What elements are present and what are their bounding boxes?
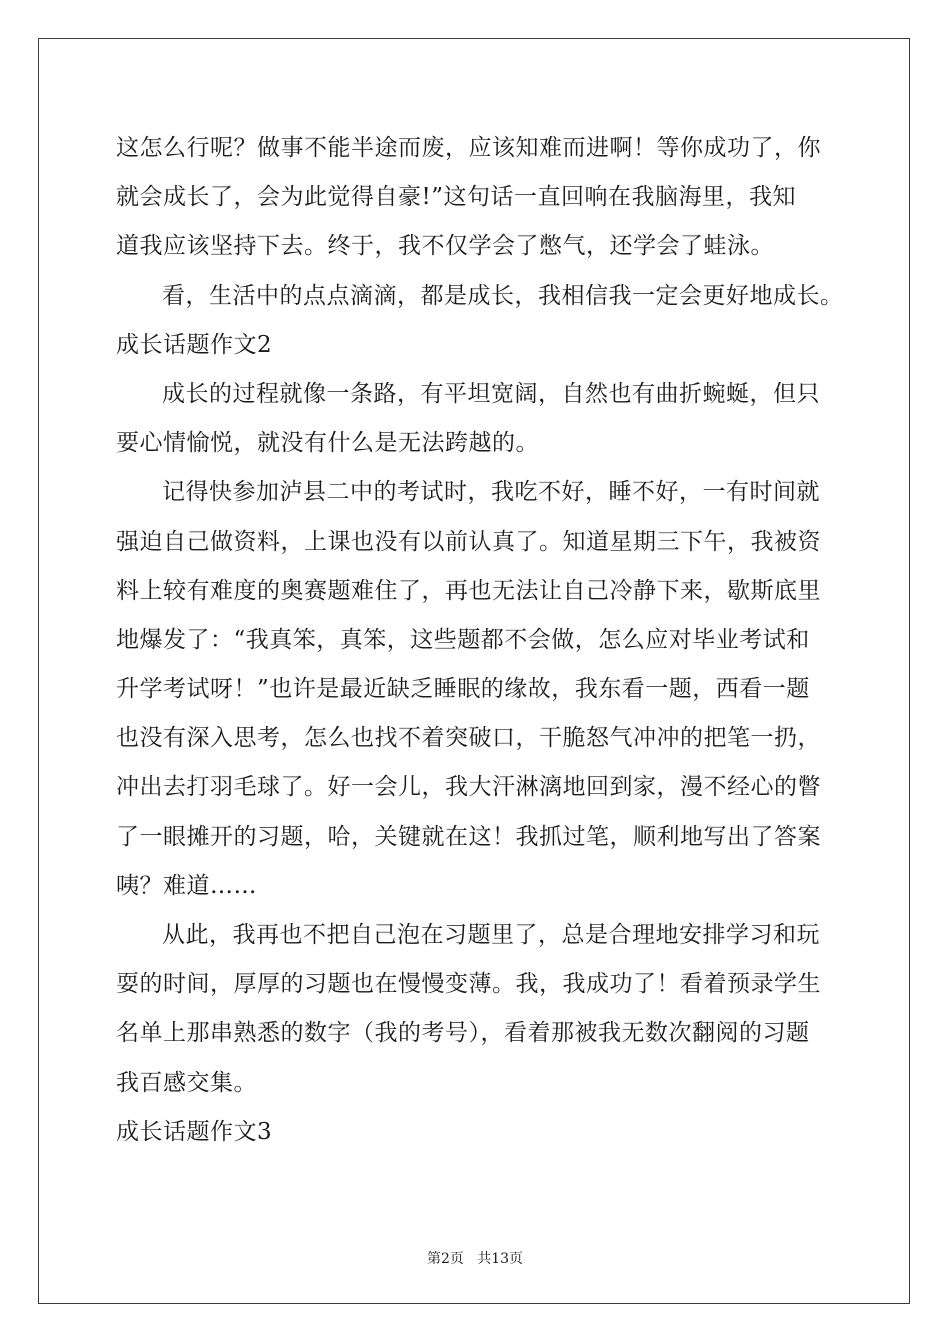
paragraph-line: 要心情愉悦，就没有什么是无法跨越的。: [116, 430, 539, 457]
paragraph-line: 也没有深入思考，怎么也找不着突破口，干脆怒气冲冲的把笔一扔，: [116, 725, 821, 752]
paragraph-line: 强迫自己做资料，上课也没有以前认真了。知道星期三下午，我被资: [116, 528, 821, 555]
paragraph-line: 耍的时间，厚厚的习题也在慢慢变薄。我，我成功了！看着预录学生: [116, 971, 821, 998]
paragraph-line: 名单上那串熟悉的数字（我的考号），看着那被我无数次翻阅的习题: [116, 1020, 810, 1047]
section-heading: 成长话题作文2: [116, 331, 273, 358]
paragraph-line: 看，生活中的点点滴滴，都是成长，我相信我一定会更好地成长。: [162, 282, 844, 309]
paragraph-line: 成长的过程就像一条路，有平坦宽阔，自然也有曲折蜿蜒，但只: [162, 380, 820, 407]
paragraph-line: 地爆发了：“我真笨，真笨，这些题都不会做，怎么应对毕业考试和: [116, 626, 810, 653]
paragraph-line: 道我应该坚持下去。终于，我不仅学会了憋气，还学会了蛙泳。: [116, 233, 774, 260]
paragraph-line: 记得快参加泸县二中的考试时，我吃不好，睡不好，一有时间就: [162, 479, 820, 506]
paragraph-line: 冲出去打羽毛球了。好一会儿，我大汗淋漓地回到家，漫不经心的瞥: [116, 774, 821, 801]
paragraph-line: 从此，我再也不把自己泡在习题里了，总是合理地安排学习和玩: [162, 922, 820, 948]
paragraph-line: 升学考试呀！”也许是最近缺乏睡眠的缘故，我东看一题，西看一题: [116, 676, 810, 703]
paragraph-line: 咦？难道……: [116, 872, 257, 899]
paragraph-line: 了一眼摊开的习题，哈，关键就在这！我抓过笔，顺利地写出了答案: [116, 823, 821, 850]
document-body: [116, 124, 844, 1157]
page-number-footer: 第2页 共13页: [426, 1251, 524, 1267]
paragraph-line: 这怎么行呢？做事不能半途而废，应该知难而进啊！等你成功了，你: [116, 135, 821, 161]
paragraph-line: 料上较有难度的奥赛题难住了，再也无法让自己冷静下来，歇斯底里: [116, 577, 821, 604]
paragraph-line: 我百感交集。: [116, 1069, 257, 1096]
paragraph-line: 就会成长了，会为此觉得自豪!”这句话一直回响在我脑海里，我知: [116, 184, 797, 211]
section-heading: 成长话题作文3: [116, 1118, 273, 1145]
